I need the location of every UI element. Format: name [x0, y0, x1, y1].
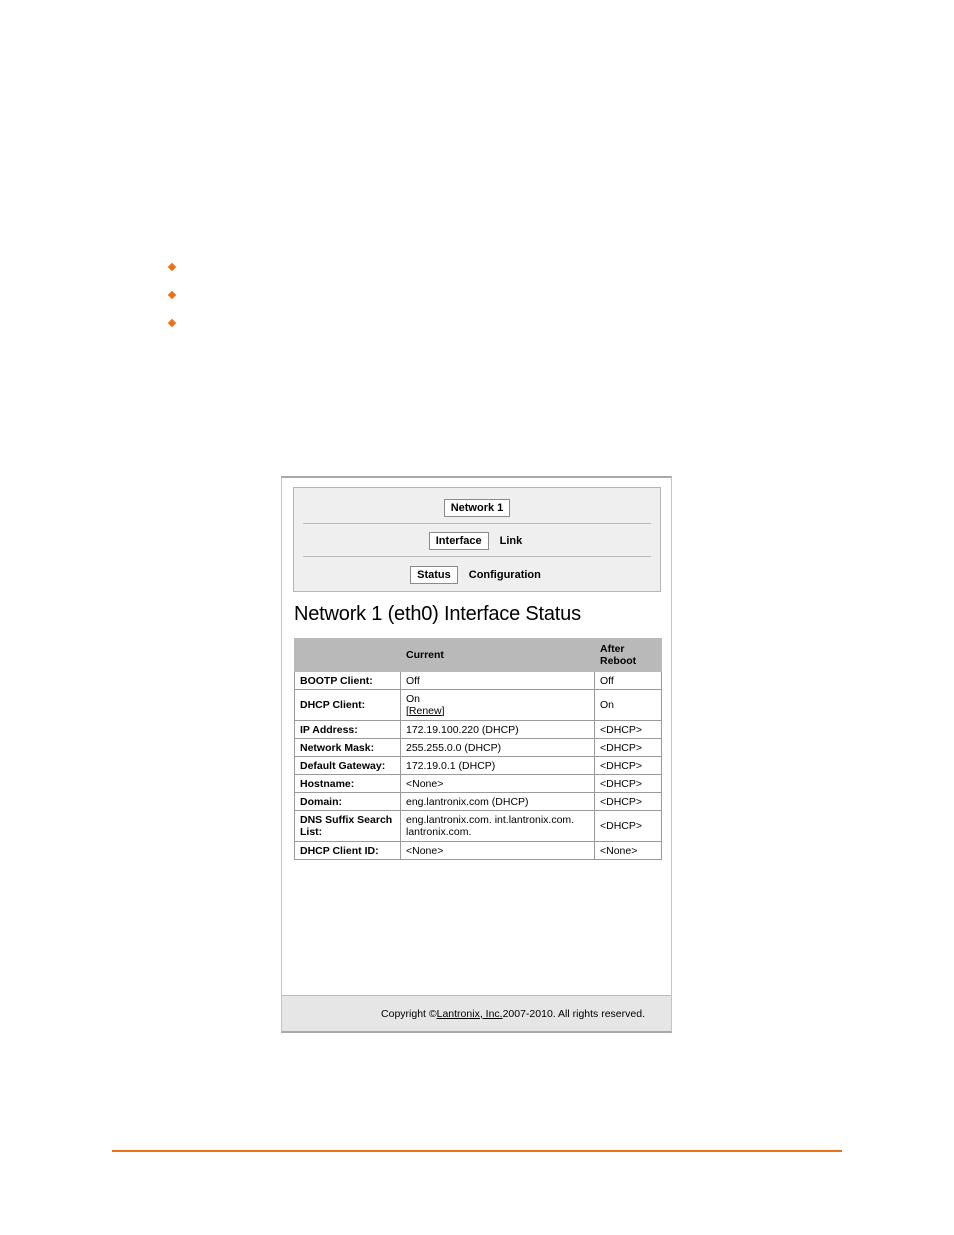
row-label: Network Mask: — [295, 739, 401, 757]
renew-wrapper — [406, 705, 589, 717]
nav-divider — [303, 556, 651, 557]
row-label: Domain: — [295, 793, 401, 811]
row-current: Off — [401, 672, 595, 690]
tab-link[interactable]: Link — [499, 535, 523, 547]
row-current: 172.19.0.1 (DHCP) — [401, 757, 595, 775]
row-after: On — [595, 690, 662, 721]
table-header-row — [295, 639, 662, 672]
tab-network-1[interactable]: Network 1 — [444, 499, 511, 517]
table-row — [295, 842, 662, 860]
tab-status[interactable]: Status — [410, 566, 458, 584]
diamond-bullet-icon — [168, 291, 176, 299]
table-row — [295, 811, 662, 842]
row-current — [401, 690, 595, 721]
row-label: DHCP Client: — [295, 690, 401, 721]
table-row — [295, 775, 662, 793]
diamond-bullet-icon — [168, 263, 176, 271]
row-label: BOOTP Client: — [295, 672, 401, 690]
bracket-close: ] — [441, 705, 445, 717]
row-after: <DHCP> — [595, 811, 662, 842]
row-after: <DHCP> — [595, 775, 662, 793]
row-label: DHCP Client ID: — [295, 842, 401, 860]
row-current: <None> — [401, 842, 595, 860]
header-label — [295, 639, 401, 672]
bracket-open: [ — [406, 705, 409, 717]
row-after: <DHCP> — [595, 721, 662, 739]
row-current: <None> — [401, 775, 595, 793]
nav-row-interface — [294, 531, 660, 551]
navigation-panel — [293, 487, 661, 592]
row-after: <DHCP> — [595, 757, 662, 775]
row-current: 172.19.100.220 (DHCP) — [401, 721, 595, 739]
renew-link[interactable]: Renew — [408, 705, 442, 717]
tab-interface[interactable]: Interface — [429, 532, 489, 550]
row-label: DNS Suffix Search List: — [295, 811, 401, 842]
web-manager-screenshot — [281, 476, 672, 1033]
diamond-bullet-icon — [168, 319, 176, 327]
footer — [282, 995, 671, 1031]
page-title: Network 1 (eth0) Interface Status — [294, 603, 581, 625]
row-after: <DHCP> — [595, 739, 662, 757]
header-after-reboot: After Reboot — [595, 639, 662, 672]
row-after: Off — [595, 672, 662, 690]
nav-row-status — [294, 565, 660, 585]
copyright-prefix: Copyright © — [381, 1007, 437, 1020]
tab-configuration[interactable]: Configuration — [468, 569, 541, 581]
row-after: <DHCP> — [595, 793, 662, 811]
interface-status-table — [294, 638, 662, 860]
row-current: eng.lantronix.com (DHCP) — [401, 793, 595, 811]
dhcp-current-value: On — [406, 693, 421, 705]
table-row — [295, 672, 662, 690]
row-label: Default Gateway: — [295, 757, 401, 775]
table-row — [295, 739, 662, 757]
nav-row-network — [294, 498, 660, 518]
table-row — [295, 757, 662, 775]
table-row — [295, 690, 662, 721]
row-label: IP Address: — [295, 721, 401, 739]
row-after: <None> — [595, 842, 662, 860]
footer-rule — [112, 1150, 842, 1152]
row-label: Hostname: — [295, 775, 401, 793]
row-current: eng.lantronix.com. int.lantronix.com. lantronix.com. — [401, 811, 595, 842]
table-row — [295, 721, 662, 739]
copyright-suffix: 2007-2010. All rights reserved. — [502, 1007, 645, 1020]
row-current: 255.255.0.0 (DHCP) — [401, 739, 595, 757]
table-row — [295, 793, 662, 811]
header-current: Current — [401, 639, 595, 672]
nav-divider — [303, 523, 651, 524]
lantronix-link[interactable]: Lantronix, Inc. — [436, 1007, 503, 1020]
